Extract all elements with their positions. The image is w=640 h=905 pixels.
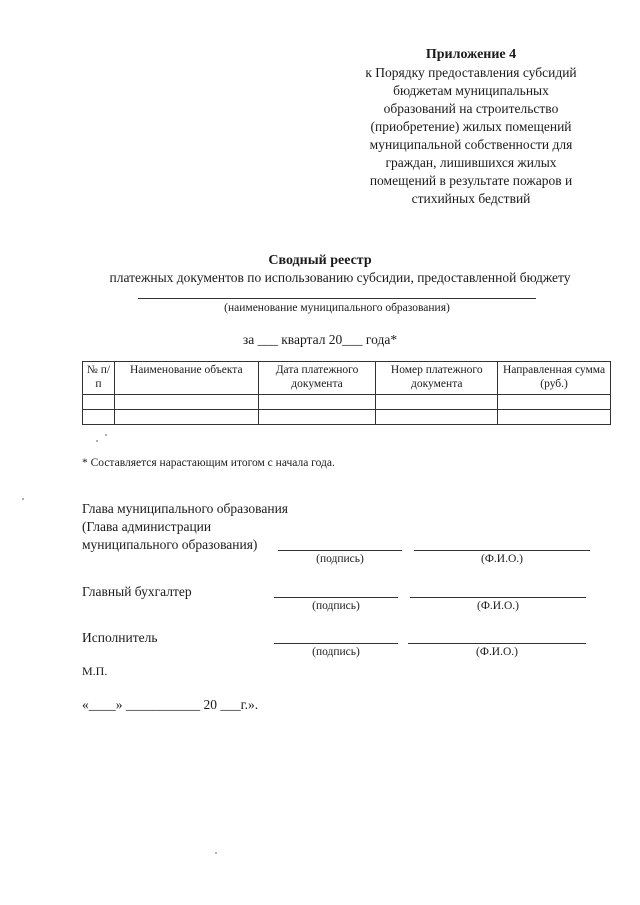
municipality-caption: (наименование муниципального образования) bbox=[224, 302, 450, 314]
header-amount: Направленная сумма (руб.) bbox=[498, 362, 611, 395]
table-cell bbox=[83, 395, 115, 410]
appendix-block bbox=[330, 46, 612, 208]
scan-speck bbox=[96, 440, 98, 442]
name-caption: (Ф.И.О.) bbox=[477, 600, 519, 612]
appendix-line: муниципальной собственности для bbox=[369, 137, 573, 152]
head-signature-line bbox=[278, 550, 402, 551]
document-title: Сводный реестр bbox=[268, 253, 372, 268]
executor-label: Исполнитель bbox=[82, 630, 158, 645]
period-line: за ___ квартал 20___ года* bbox=[242, 332, 398, 347]
header-object-name: Наименование объекта bbox=[114, 362, 258, 395]
chief-accountant-label: Главный бухгалтер bbox=[82, 584, 192, 599]
table-cell bbox=[114, 395, 258, 410]
appendix-line: (приобретение) жилых помещений bbox=[370, 119, 572, 134]
signature-caption: (подпись) bbox=[312, 600, 360, 612]
table-cell bbox=[376, 395, 498, 410]
date-line: «____» ___________ 20 ___г.». bbox=[82, 697, 259, 712]
municipality-fill-line bbox=[138, 298, 536, 299]
table-row bbox=[83, 410, 611, 425]
table-cell bbox=[498, 395, 611, 410]
name-caption: (Ф.И.О.) bbox=[481, 553, 523, 565]
head-label-line: муниципального образования) bbox=[82, 537, 258, 552]
appendix-line: бюджетам муниципальных bbox=[393, 83, 549, 98]
table-cell bbox=[258, 395, 376, 410]
appendix-line: стихийных бедствий bbox=[411, 191, 531, 206]
table-cell bbox=[83, 410, 115, 425]
appendix-title: Приложение 4 bbox=[425, 47, 517, 62]
table-row bbox=[83, 395, 611, 410]
table-cell bbox=[376, 410, 498, 425]
appendix-line: образований на строительство bbox=[383, 101, 559, 116]
head-label-line: (Глава администрации bbox=[82, 519, 212, 534]
signature-caption: (подпись) bbox=[312, 646, 360, 658]
chief-accountant-name-line bbox=[410, 597, 586, 598]
appendix-line: помещений в результате пожаров и bbox=[369, 173, 573, 188]
document-subtitle: платежных документов по использованию субсидии, предоставленной бюджету bbox=[109, 270, 571, 285]
header-number: № п/п bbox=[83, 362, 115, 395]
scan-speck bbox=[105, 434, 107, 436]
table-cell bbox=[498, 410, 611, 425]
appendix-line: к Порядку предоставления субсидий bbox=[365, 65, 577, 80]
executor-signature-line bbox=[274, 643, 398, 644]
table-cell bbox=[114, 410, 258, 425]
footnote: * Составляется нарастающим итогом с начала года. bbox=[82, 457, 335, 469]
registry-table bbox=[82, 361, 611, 425]
chief-accountant-signature-line bbox=[274, 597, 398, 598]
head-name-line bbox=[414, 550, 590, 551]
header-payment-number: Номер платежного документа bbox=[376, 362, 498, 395]
table-cell bbox=[258, 410, 376, 425]
table-header-row bbox=[83, 362, 611, 395]
name-caption: (Ф.И.О.) bbox=[476, 646, 518, 658]
head-label-line: Глава муниципального образования bbox=[82, 501, 289, 516]
stamp-place: М.П. bbox=[82, 664, 108, 678]
executor-name-line bbox=[408, 643, 586, 644]
appendix-line: граждан, лишившихся жилых bbox=[385, 155, 557, 170]
signature-caption: (подпись) bbox=[316, 553, 364, 565]
header-payment-date: Дата платежного документа bbox=[258, 362, 376, 395]
scan-speck bbox=[22, 498, 24, 500]
scan-speck bbox=[215, 852, 217, 854]
